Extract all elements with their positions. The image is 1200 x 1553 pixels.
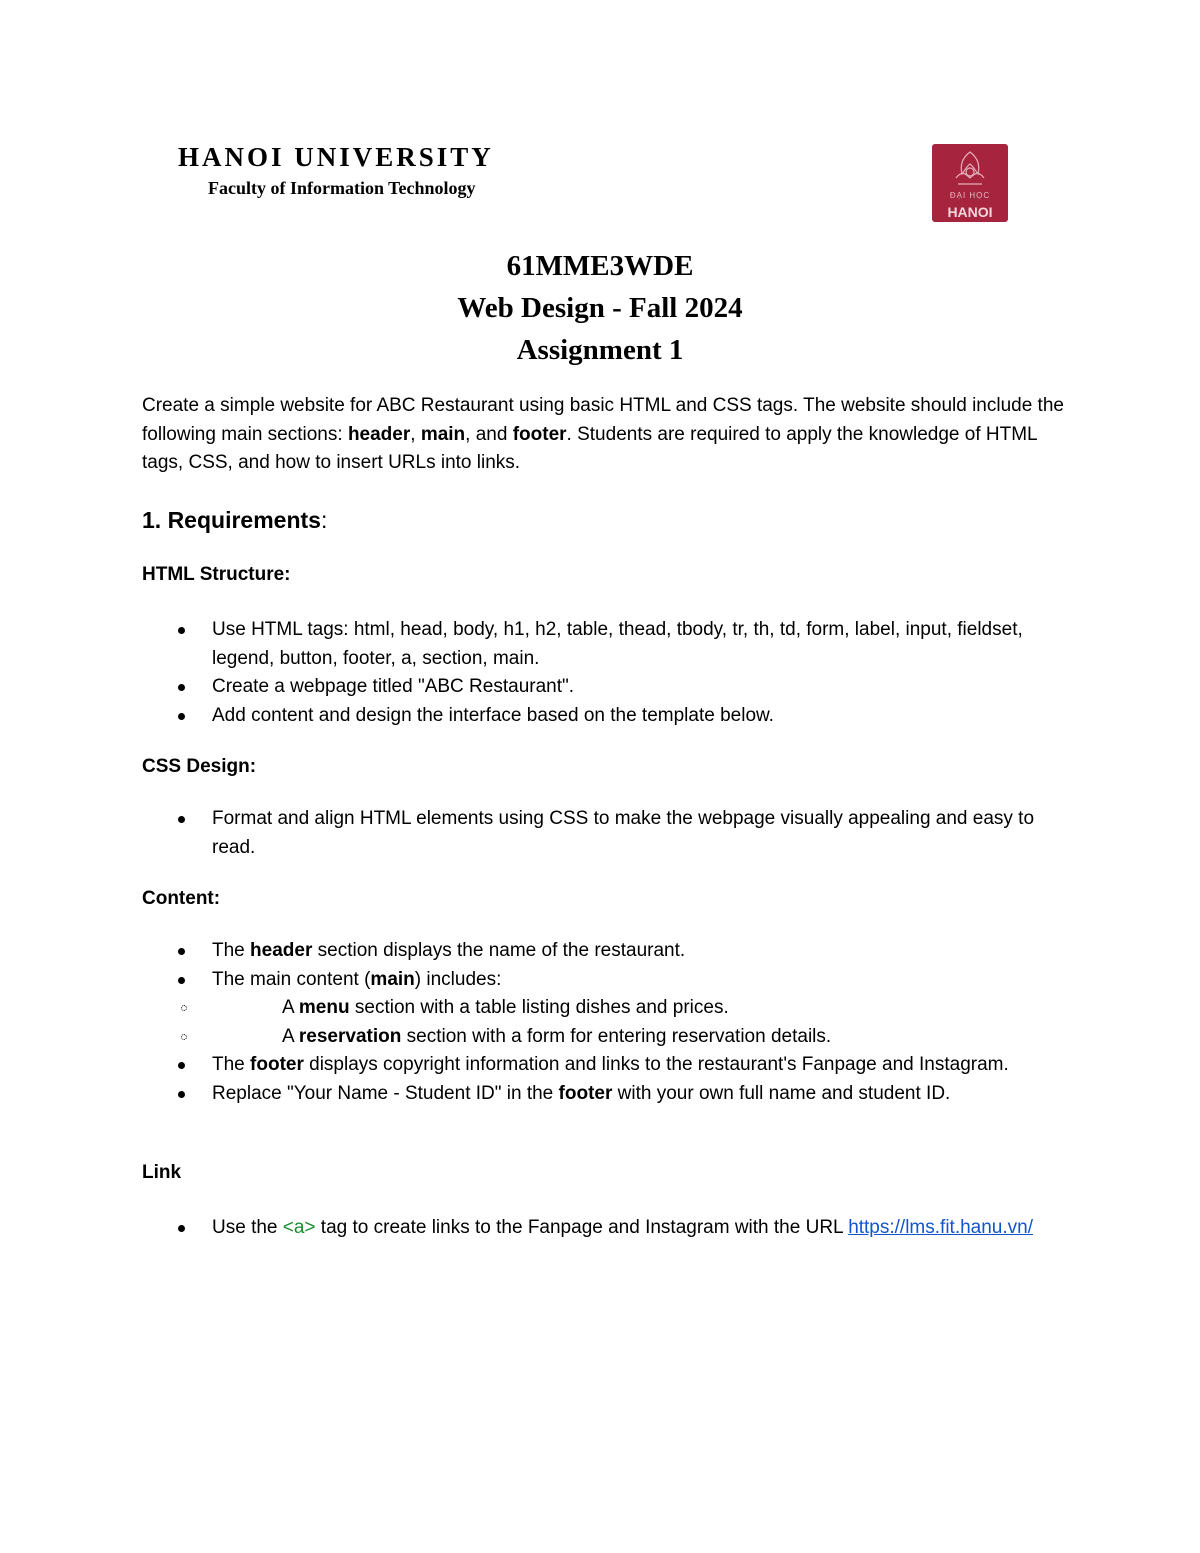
emblem-icon (932, 144, 1008, 194)
course-name: Web Design - Fall 2024 (457, 292, 743, 324)
intro-text-2: . Students are required to apply the knowledge of HTML tags, CSS, and how to insert URLs into links. (142, 423, 1037, 473)
list-item: Add content and design the interface based on the template below. (142, 702, 1067, 731)
css-design-heading: CSS Design: (142, 756, 257, 777)
intro-sep-1: , (410, 423, 421, 445)
main-sublist (142, 994, 1067, 1051)
intro-paragraph (142, 392, 1067, 478)
intro-sep-2: , and (465, 423, 513, 445)
logo-top-text: ĐẠI HỌC (949, 191, 991, 200)
content-list (142, 937, 1067, 1108)
list-item: Use HTML tags: html, head, body, h1, h2, table, thead, tbody, tr, th, td, form, label, input, fieldset, legend, button, footer, a, section, main. (142, 616, 1067, 673)
intro-main-word: main (420, 423, 466, 445)
list-item: Use the <a> tag to create links to the Fanpage and Instagram with the URL https://lms.fit.hanu.vn/ (142, 1214, 1067, 1243)
css-design-list (142, 805, 1067, 862)
list-item: The main content (main) includes: A menu section with a table listing dishes and prices. A reservation section with a form for entering reservation details. (142, 966, 1067, 1052)
logo-main-text: HANOI (947, 204, 993, 220)
university-name: HANOI UNIVERSITY (178, 142, 494, 172)
intro-header-word: header (347, 423, 411, 445)
link-list (142, 1214, 1067, 1243)
document-title (0, 245, 1200, 371)
faculty-name: Faculty of Information Technology (208, 178, 476, 198)
list-item: Replace "Your Name - Student ID" in the footer with your own full name and student ID. (142, 1080, 1067, 1109)
requirements-heading (142, 507, 327, 534)
anchor-tag-code: <a> (282, 1217, 316, 1238)
html-structure-list (142, 616, 1067, 730)
university-logo (932, 144, 1008, 222)
assignment-title: Assignment 1 (516, 334, 684, 366)
intro-footer-word: footer (512, 423, 567, 445)
list-item: Format and align HTML elements using CSS to make the webpage visually appealing and easy to read. (142, 805, 1067, 862)
lms-url-link[interactable]: https://lms.fit.hanu.vn/ (848, 1217, 1033, 1238)
intro-text-1: Create a simple website for ABC Restaurant using basic HTML and CSS tags. The website should include the following main sections: (142, 395, 1064, 445)
course-code: 61MME3WDE (506, 250, 694, 282)
list-item: The header section displays the name of the restaurant. (142, 937, 1067, 966)
list-item: The footer displays copyright information and links to the restaurant's Fanpage and Instagram. (142, 1051, 1067, 1080)
list-item: Create a webpage titled "ABC Restaurant". (142, 673, 1067, 702)
requirements-heading-text: 1. Requirements (142, 507, 321, 533)
html-structure-heading: HTML Structure: (142, 564, 291, 585)
content-heading: Content: (142, 888, 221, 909)
sublist-item: A reservation section with a form for entering reservation details. (142, 1023, 1067, 1052)
sublist-item: A menu section with a table listing dishes and prices. (142, 994, 1067, 1023)
requirements-heading-colon: : (320, 507, 328, 533)
link-heading: Link (142, 1162, 182, 1183)
